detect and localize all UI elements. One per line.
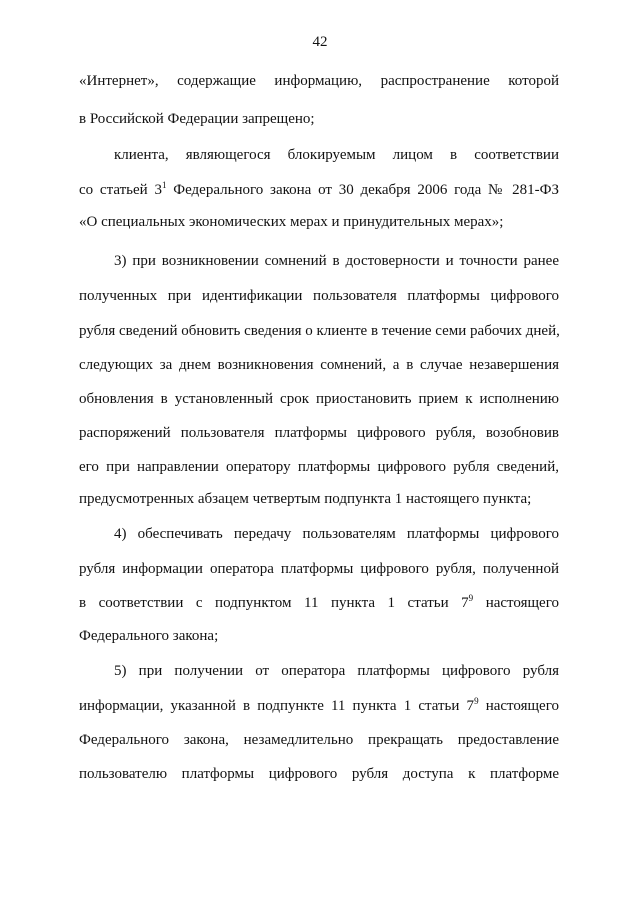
text-line: 5) при получении от оператора платформы цифрового рубля	[114, 663, 559, 679]
text-fragment: Федерального закона от 30 декабря 2006 года № 281-ФЗ	[166, 182, 559, 198]
text-line: его при направлении оператору платформы цифрового рубля сведений,	[79, 459, 559, 475]
text-line: обновления в установленный срок приостановить прием к исполнению	[79, 391, 559, 407]
text-line: «Интернет», содержащие информацию, распространение которой	[79, 73, 559, 89]
superscript: 9	[468, 593, 474, 603]
text-line	[79, 594, 559, 612]
text-line: 4) обеспечивать передачу пользователям платформы цифрового	[114, 526, 559, 542]
text-line: Федерального закона;	[79, 628, 219, 644]
text-line: пользователю платформы цифрового рубля доступа к платформе	[79, 766, 559, 782]
text-line	[79, 697, 559, 715]
text-line: полученных при идентификации пользователя платформы цифрового	[79, 288, 559, 304]
text-line: Федерального закона, незамедлительно прекращать предоставление	[79, 732, 559, 748]
text-line: 3) при возникновении сомнений в достоверности и точности ранее	[114, 253, 559, 269]
text-line: в Российской Федерации запрещено;	[79, 111, 315, 127]
text-line: рубля информации оператора платформы цифрового рубля, полученной	[79, 561, 559, 577]
superscript: 9	[474, 696, 479, 706]
text-fragment: настоящего	[478, 698, 559, 714]
text-fragment: информации, указанной в подпункте 11 пункта 1 статьи 7	[79, 698, 475, 714]
text-line: клиента, являющегося блокируемым лицом в соответствии	[114, 147, 559, 163]
text-line: «О специальных экономических мерах и принудительных мерах»;	[79, 214, 504, 230]
text-line	[79, 181, 559, 199]
text-fragment: со статьей 3	[79, 182, 162, 198]
text-fragment: в соответствии с подпунктом 11 пункта 1 статьи 7	[79, 595, 469, 611]
text-line: следующих за днем возникновения сомнений, а в случае незавершения	[79, 357, 559, 373]
text-line: предусмотренных абзацем четвертым подпункта 1 настоящего пункта;	[79, 491, 532, 507]
text-line: распоряжений пользователя платформы цифрового рубля, возобновив	[79, 425, 559, 441]
page-number: 42	[312, 34, 328, 50]
text-fragment: настоящего	[473, 595, 559, 611]
text-line: рубля сведений обновить сведения о клиенте в течение семи рабочих дней,	[79, 323, 560, 339]
superscript: 1	[161, 180, 167, 190]
